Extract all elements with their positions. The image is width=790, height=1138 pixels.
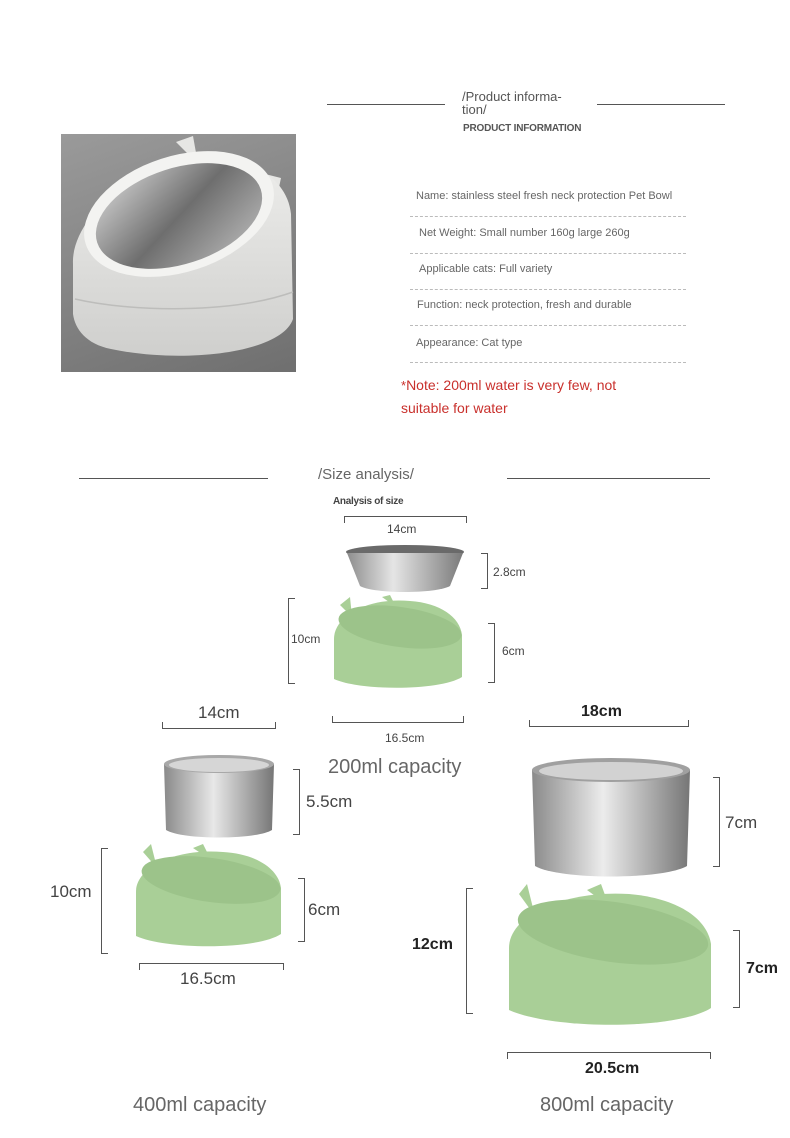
- large-bowl-height-label: 7cm: [725, 813, 758, 832]
- small-capacity-label: 200ml capacity: [328, 756, 462, 778]
- small-total-height-label: 10cm: [291, 632, 321, 646]
- spec-divider: [410, 216, 686, 217]
- medium-bowl-height-label: 5.5cm: [306, 792, 353, 811]
- large-base-height-label: 7cm: [746, 960, 779, 977]
- product-info-title: /Product informa-tion/: [462, 89, 562, 117]
- small-bowl-height-label: 2.8cm: [493, 565, 526, 579]
- medium-bowl-width-label: 14cm: [198, 703, 240, 722]
- spec-name: Name: stainless steel fresh neck protection Pet Bowl: [416, 190, 673, 202]
- large-green-base: [505, 884, 715, 1030]
- large-total-height-marker: [466, 888, 473, 1014]
- note-star: *: [401, 378, 407, 393]
- large-bowl-width-marker: [529, 720, 689, 727]
- size-analysis-title: /Size analysis/: [318, 466, 414, 483]
- small-steel-bowl: [344, 544, 466, 594]
- grey-bowl-image: [61, 134, 296, 372]
- medium-steel-bowl: [162, 754, 276, 840]
- large-total-height-label: 12cm: [412, 936, 453, 953]
- large-bowl-width-label: 18cm: [581, 703, 622, 720]
- large-base-height-marker: [733, 930, 740, 1008]
- small-bowl-height-marker: [481, 553, 488, 589]
- medium-total-height-marker: [101, 848, 108, 954]
- spec-divider: [410, 253, 686, 254]
- medium-green-base: [133, 844, 285, 950]
- header-line-right: [597, 104, 725, 105]
- spec-function: Function: neck protection, fresh and durable: [417, 299, 632, 311]
- small-bowl-width-label: 14cm: [387, 522, 417, 536]
- spec-divider: [410, 325, 686, 326]
- spec-appearance: Appearance: Cat type: [416, 337, 523, 349]
- size-analysis-subtitle: Analysis of size: [333, 496, 404, 507]
- small-base-width-label: 16.5cm: [385, 731, 425, 745]
- header-line-left: [327, 104, 445, 105]
- large-steel-bowl: [529, 756, 693, 880]
- medium-base-height-marker: [298, 878, 305, 942]
- product-info-subtitle: PRODUCT INFORMATION: [463, 123, 582, 134]
- product-photo: [61, 134, 296, 372]
- spec-divider: [410, 289, 686, 290]
- spec-applicable: Applicable cats: Full variety: [419, 263, 553, 275]
- large-base-width-marker: [507, 1052, 711, 1059]
- medium-capacity-label: 400ml capacity: [133, 1094, 267, 1116]
- medium-base-width-label: 16.5cm: [180, 969, 236, 988]
- size-line-right: [507, 478, 710, 479]
- medium-base-height-label: 6cm: [308, 900, 341, 919]
- small-base-height-label: 6cm: [502, 644, 525, 658]
- size-line-left: [79, 478, 268, 479]
- large-capacity-label: 800ml capacity: [540, 1094, 674, 1116]
- medium-bowl-width-marker: [162, 722, 276, 729]
- medium-total-height-label: 10cm: [50, 882, 92, 901]
- small-base-height-marker: [488, 623, 495, 683]
- spec-weight: Net Weight: Small number 160g large 260g: [419, 227, 630, 239]
- small-green-base: [330, 595, 465, 691]
- small-base-width-marker: [332, 716, 464, 723]
- large-bowl-height-marker: [713, 777, 720, 867]
- medium-bowl-height-marker: [293, 769, 300, 835]
- water-note: [401, 374, 621, 420]
- spec-divider: [410, 362, 686, 363]
- large-base-width-label: 20.5cm: [585, 1060, 640, 1077]
- note-text: Note: 200ml water is very few, not suitable for water: [401, 377, 617, 416]
